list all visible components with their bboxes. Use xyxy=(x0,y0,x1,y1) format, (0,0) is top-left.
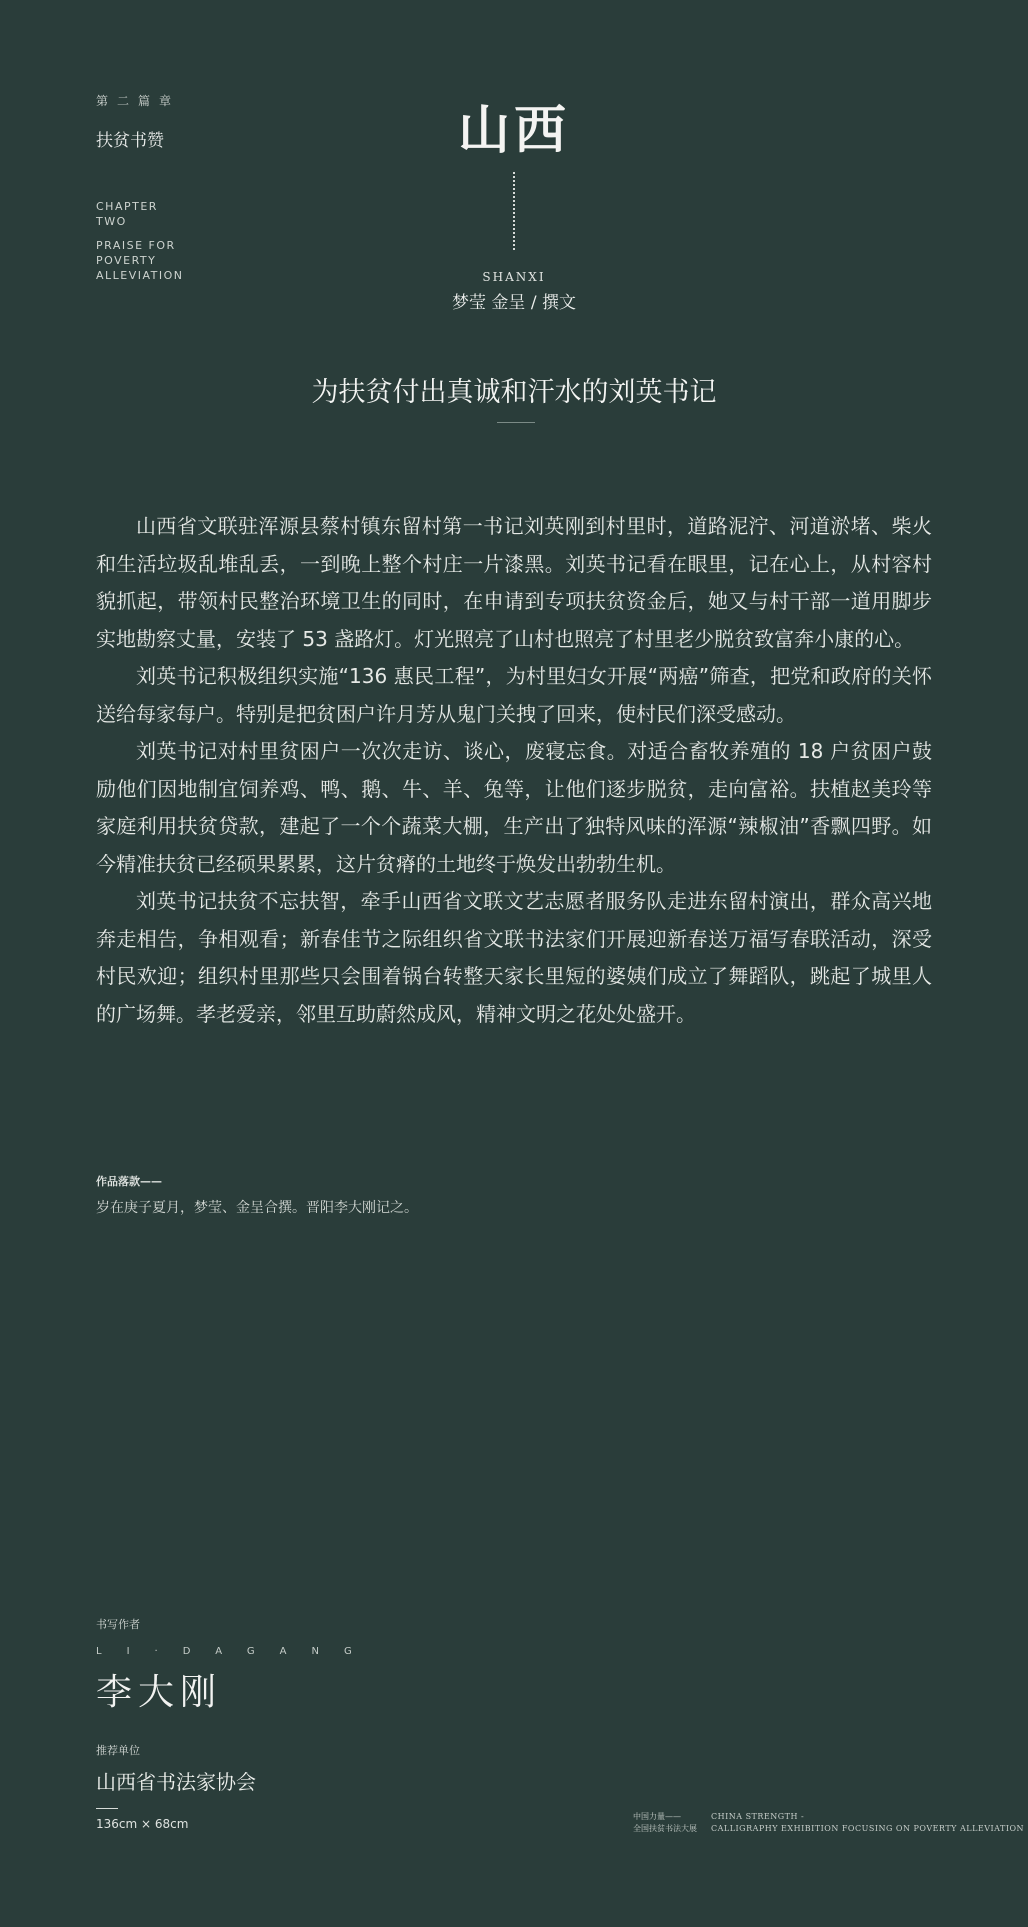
footer-cn-line: 中国力量—— xyxy=(633,1812,681,1821)
praise-en-line: ALLEVIATION xyxy=(96,269,184,282)
chapter-en-line: CHAPTER xyxy=(96,200,158,213)
article-paragraph: 刘英书记对村里贫困户一次次走访、谈心，废寝忘食。对适合畜牧养殖的 18 户贫困户鼓励他们因地制宜饲养鸡、鸭、鹅、牛、羊、兔等，让他们逐步脱贫，走向富裕。扶植赵美玲等家庭利用扶贫贷款，建起了一个个蔬菜大棚，生产出了独特风味的浑源“辣椒油”香飘四野。如今精准扶贫已经硕果累累，这片贫瘠的土地终于焕发出勃勃生机。 xyxy=(96,739,932,876)
article-paragraph: 刘英书记积极组织实施“136 惠民工程”，为村里妇女开展“两癌”筛查，把党和政府的关怀送给每家每户。特别是把贫困户许月芳从鬼门关拽了回来，使村民们深受感动。 xyxy=(96,664,932,726)
writer-name-en: LI·DAGANG xyxy=(96,1646,377,1657)
footer-exhibition-en xyxy=(711,1811,1024,1835)
colophon-text: 岁在庚子夏月，梦莹、金呈合撰。晋阳李大刚记之。 xyxy=(96,1200,418,1216)
article-paragraph: 山西省文联驻浑源县蔡村镇东留村第一书记刘英刚到村里时，道路泥泞、河道淤堵、柴火和生活垃圾乱堆乱丢，一到晚上整个村庄一片漆黑。刘英书记看在眼里，记在心上，从村容村貌抓起，带领村民整治环境卫生的同时，在申请到专项扶贫资金后，她又与村干部一道用脚步实地勘察丈量，安装了 53 盏路灯。灯光照亮了山村也照亮了村里老少脱贫致富奔小康的心。 xyxy=(96,514,932,651)
unit-name: 山西省书法家协会 xyxy=(96,1770,256,1794)
article-paragraph: 刘英书记扶贫不忘扶智，牵手山西省文联文艺志愿者服务队走进东留村演出，群众高兴地奔走相告，争相观看；新春佳节之际组织省文联书法家们开展迎新春送万福写春联活动，深受村民欢迎；组织村里那些只会围着锅台转整天家长里短的婆姨们成立了舞蹈队，跳起了城里人的广场舞。孝老爱亲，邻里互助蔚然成风，精神文明之花处处盛开。 xyxy=(96,889,932,1026)
writer-name: 李大刚 xyxy=(96,1672,223,1713)
footer-en-line: CALLIGRAPHY EXHIBITION FOCUSING ON POVERTY ALLEVIATION xyxy=(711,1824,1025,1833)
colophon-label: 作品落款—— xyxy=(96,1175,162,1188)
chapter-label-en xyxy=(96,199,236,229)
title-underline xyxy=(497,422,535,423)
province-title-en: SHANXI xyxy=(482,270,546,284)
footer-exhibition-cn xyxy=(633,1811,697,1835)
artwork-size: 136cm × 68cm xyxy=(96,1817,189,1831)
article-title: 为扶贫付出真诚和汗水的刘英书记 xyxy=(311,377,717,408)
province-title: 山西 xyxy=(457,100,570,161)
footer-en-line: CHINA STRENGTH - xyxy=(711,1812,805,1821)
unit-label: 推荐单位 xyxy=(96,1744,140,1757)
writer-label: 书写作者 xyxy=(96,1618,140,1631)
chapter-number-cn: 第二篇章 xyxy=(96,94,181,108)
article-body xyxy=(96,508,932,1033)
size-divider xyxy=(96,1808,118,1809)
footer-cn-line: 全国扶贫书法大展 xyxy=(633,1824,697,1833)
praise-en-line: PRAISE FOR xyxy=(96,239,176,252)
chapter-subtitle: 扶贫书赞 xyxy=(96,131,164,151)
dotted-divider xyxy=(513,172,515,250)
article-authors: 梦莹 金呈 / 撰文 xyxy=(452,293,576,313)
chapter-en-line: TWO xyxy=(96,215,127,228)
praise-en-line: POVERTY xyxy=(96,254,157,267)
